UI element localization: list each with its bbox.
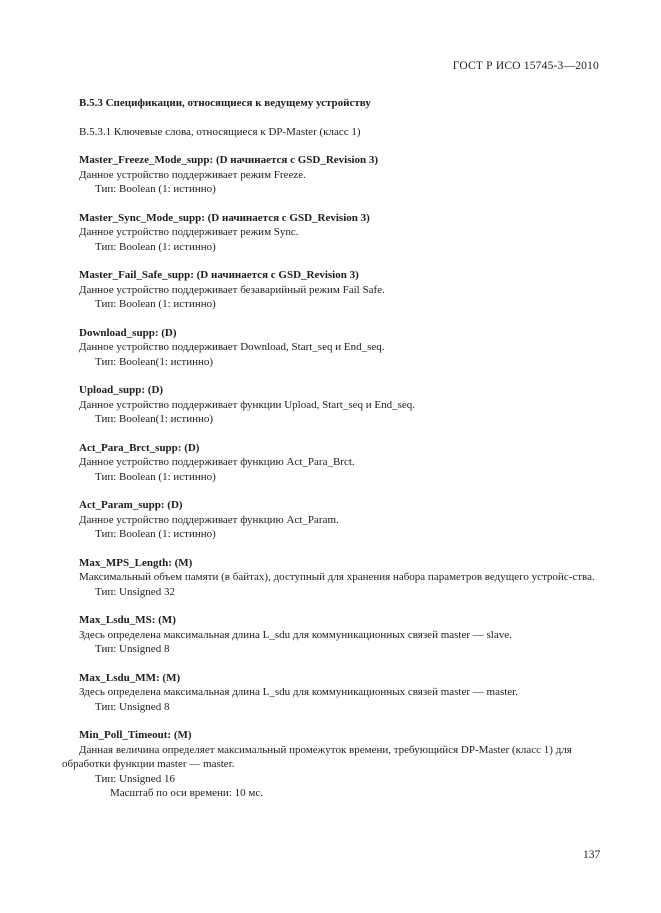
keyword-heading: Max_Lsdu_MM: (M) (79, 671, 181, 684)
page-number: 137 (583, 849, 601, 861)
keyword-entry (62, 326, 602, 370)
keyword-heading: Master_Sync_Mode_supp: (D начинается с GSD_Revision 3) (79, 211, 370, 224)
keyword-description: Данное устройство поддерживает функцию Act_Param. (79, 513, 339, 526)
keyword-heading: Act_Param_supp: (D) (79, 499, 183, 511)
keyword-type: Тип: Boolean (1: истинно) (95, 298, 216, 310)
keyword-type: Тип: Boolean (1: истинно) (95, 240, 216, 253)
keyword-entry (62, 383, 602, 427)
keyword-entry (62, 153, 602, 197)
keyword-description: Здесь определена максимальная длина L_sdu для коммуникационных связей master — master. (79, 686, 518, 698)
keyword-description: Максимальный объем памяти (в байтах), доступный для хранения набора параметров ведущего устройс-ства. (79, 571, 595, 583)
keyword-entry (62, 556, 602, 600)
keyword-heading: Download_supp: (D) (79, 326, 177, 339)
section-title: B.5.3 Спецификации, относящиеся к ведущему устройству (79, 97, 371, 109)
keyword-heading: Master_Fail_Safe_supp: (D начинается с GSD_Revision 3) (79, 269, 359, 281)
keyword-type: Тип: Unsigned 32 (95, 585, 175, 598)
keyword-description: Данное устройство поддерживает Download, Start_seq и End_seq. (79, 341, 385, 353)
keyword-heading: Max_Lsdu_MS: (M) (79, 614, 176, 626)
keyword-type: Тип: Unsigned 8 (95, 643, 170, 655)
keyword-description: Данное устройство поддерживает безаварийный режим Fail Safe. (79, 283, 385, 296)
keyword-type: Тип: Boolean (1: истинно) (95, 470, 216, 483)
keyword-heading: Act_Para_Brct_supp: (D) (79, 441, 200, 454)
subsection-title: B.5.3.1 Ключевые слова, относящиеся к DP-Master (класс 1) (79, 125, 361, 138)
keyword-entry (62, 498, 602, 542)
keyword-entry (62, 211, 602, 255)
keyword-entry (62, 268, 602, 312)
keyword-list (62, 153, 602, 801)
keyword-note: Масштаб по оси времени: 10 мс. (110, 787, 263, 799)
keyword-type: Тип: Unsigned 16 (95, 772, 175, 785)
keyword-description: Данное устройство поддерживает функцию Act_Para_Brct. (79, 456, 355, 468)
keyword-heading: Master_Freeze_Mode_supp: (D начинается с GSD_Revision 3) (79, 154, 379, 166)
keyword-description: Данное устройство поддерживает функции Upload, Start_seq и End_seq. (79, 398, 416, 411)
keyword-type: Тип: Boolean(1: истинно) (95, 413, 214, 425)
keyword-type: Тип: Unsigned 8 (95, 700, 170, 713)
page-content (62, 96, 602, 801)
keyword-heading: Max_MPS_Length: (M) (79, 556, 193, 569)
keyword-entry (62, 441, 602, 485)
keyword-entry (62, 671, 602, 715)
keyword-description: Данная величина определяет максимальный промежуток времени, требующийся DP-Master (класс 1) для обработки функции master — master. (62, 743, 572, 770)
standard-header: ГОСТ Р ИСО 15745-3—2010 (452, 60, 599, 72)
keyword-type: Тип: Boolean (1: истинно) (95, 528, 216, 540)
keyword-description: Данное устройство поддерживает режим Freeze. (79, 168, 306, 181)
keyword-entry (62, 613, 602, 657)
keyword-description: Здесь определена максимальная длина L_sdu для коммуникационных связей master — slave. (79, 628, 512, 641)
keyword-heading: Upload_supp: (D) (79, 384, 164, 396)
keyword-type: Тип: Boolean(1: истинно) (95, 355, 214, 368)
keyword-heading: Min_Poll_Timeout: (M) (79, 729, 192, 741)
keyword-entry (62, 728, 602, 801)
keyword-type: Тип: Boolean (1: истинно) (95, 183, 216, 195)
keyword-description: Данное устройство поддерживает режим Sync. (79, 226, 299, 238)
